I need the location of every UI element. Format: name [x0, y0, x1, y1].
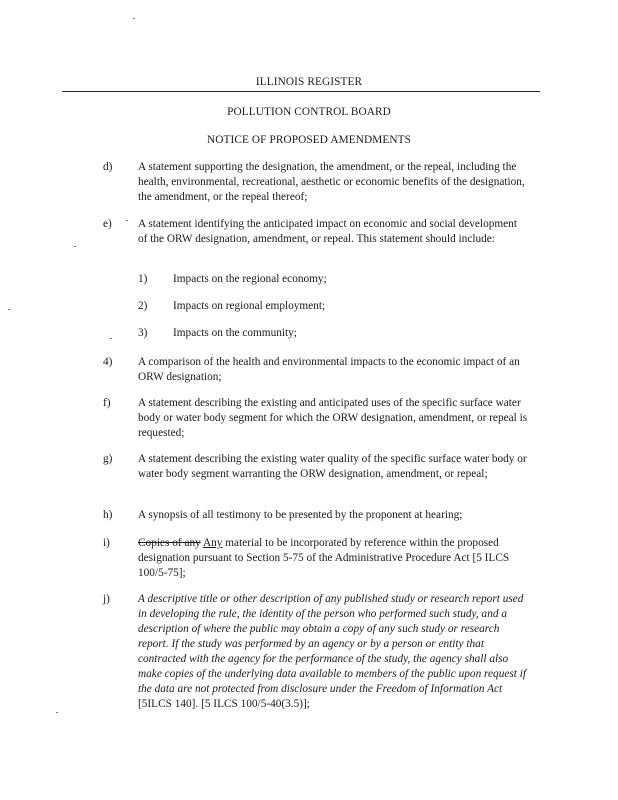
- item-text: A statement supporting the designation, the amendment, or the repeal, including the health, environmental, recreational, aesthetic or economic benefits of the designation, the amendment, or the repeal thereof;: [138, 161, 525, 203]
- subitem-label: 1): [138, 273, 148, 285]
- scan-speck: [74, 246, 76, 247]
- register-title: ILLINOIS REGISTER: [255, 76, 363, 88]
- item-label: j): [103, 593, 110, 605]
- subitem-label: 3): [138, 327, 148, 339]
- citation-apa: [5 ILCS 100/5-40(3.5)];: [198, 698, 310, 710]
- header-rule: [62, 91, 540, 92]
- item-text: [138, 536, 528, 581]
- subitem-text: Impacts on the community;: [173, 327, 297, 339]
- italic-statute-text: A descriptive title or other description of any published study or research report used in developing the rule, the identity of the person who performed such study, and a description of where the public may obtain a copy of any such study or research report. If the study was performed by an agency or by a person or entity that contracted with the agency for the performance of the study, the agency shall also make copies of the underlying data available to members of the public upon request if the data are not protected from disclosure under the Freedom of Information Act: [138, 593, 526, 695]
- scan-speck: [56, 712, 58, 713]
- item-label: d): [103, 161, 113, 173]
- scan-speck: [133, 18, 135, 19]
- subitem-label: 2): [138, 300, 148, 312]
- item-text: A synopsis of all testimony to be presented by the proponent at hearing;: [138, 509, 463, 521]
- item-label: f): [103, 397, 111, 409]
- item-label: 4): [103, 356, 113, 368]
- item-text: A statement identifying the anticipated impact on economic and social development of the ORW designation, amendment, or repeal. This statement should include:: [138, 218, 517, 245]
- item-text: [138, 592, 530, 712]
- board-title: POLLUTION CONTROL BOARD: [227, 106, 391, 118]
- item-text: A statement describing the existing and anticipated uses of the specific surface water body or water body segment for which the ORW designation, amendment, or repeal is requested;: [138, 397, 528, 439]
- item-label: h): [103, 509, 113, 521]
- scan-speck: [126, 220, 128, 221]
- notice-title: NOTICE OF PROPOSED AMENDMENTS: [206, 134, 412, 146]
- subitem-text: Impacts on regional employment;: [173, 300, 326, 312]
- item-text: A statement describing the existing water quality of the specific surface water body or water body segment warranting the ORW designation, amendment, or repeal;: [138, 453, 527, 480]
- scan-speck: [8, 309, 10, 310]
- subitem-text: Impacts on the regional economy;: [173, 273, 327, 285]
- item-text-rest: material to be incorporated by reference within the proposed designation pursuant to Section 5-75 of the Administrative Procedure Act [5 ILCS 100/5-75];: [138, 537, 510, 579]
- item-label: e): [103, 218, 112, 230]
- inserted-text: Any: [202, 537, 223, 549]
- struck-text: Copies of any: [138, 537, 201, 549]
- scan-speck: [110, 338, 112, 339]
- citation-foia: [5ILCS 140].: [138, 698, 199, 710]
- item-text: A comparison of the health and environmental impacts to the economic impact of an ORW designation;: [138, 356, 520, 383]
- item-label: g): [103, 453, 113, 465]
- item-label: i): [103, 537, 110, 549]
